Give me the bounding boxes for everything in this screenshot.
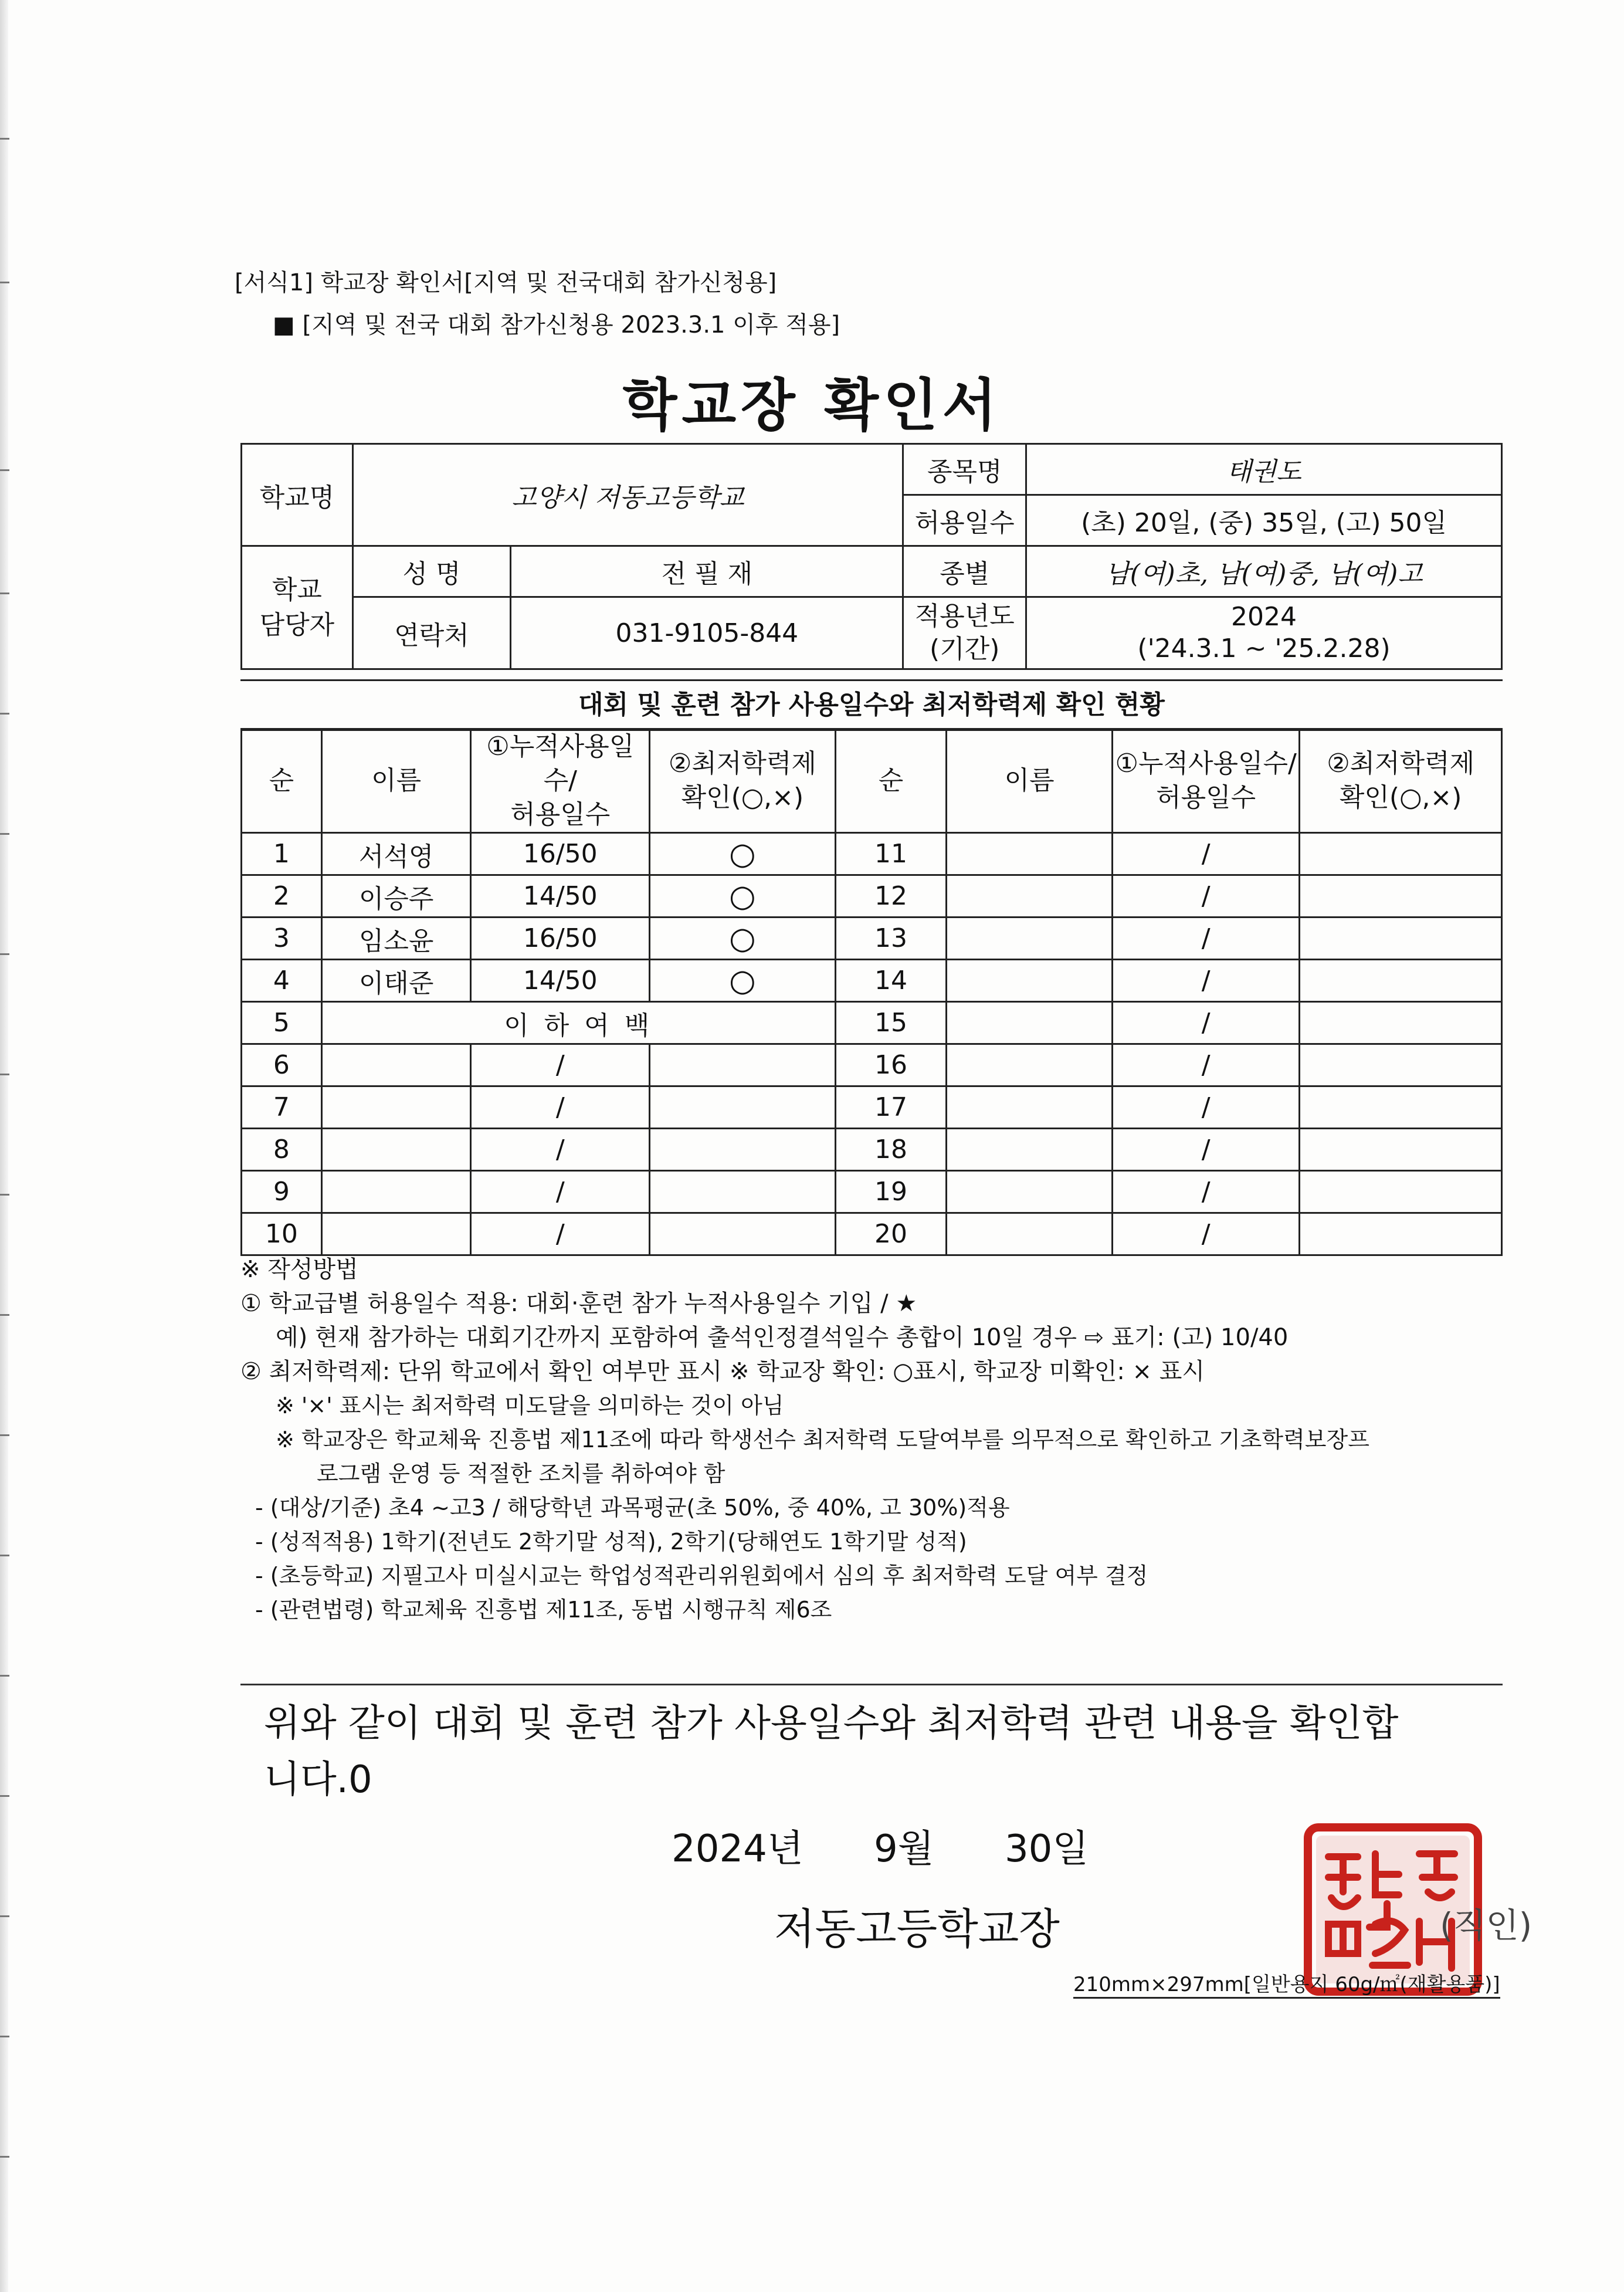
row-number: 4 bbox=[242, 960, 322, 1002]
margin-tick bbox=[0, 1194, 9, 1196]
academic-check bbox=[1300, 1002, 1502, 1044]
academic-check bbox=[1300, 1129, 1502, 1171]
student-name bbox=[947, 1002, 1113, 1044]
academic-check bbox=[650, 1129, 836, 1171]
applicability-text: [지역 및 전국 대회 참가신청용 2023.3.1 이후 적용] bbox=[302, 312, 840, 338]
margin-tick bbox=[0, 2036, 9, 2037]
academic-check: ○ bbox=[650, 875, 836, 918]
school-info-table bbox=[240, 443, 1503, 670]
table-row bbox=[242, 1213, 1502, 1255]
square-bullet-icon: ■ bbox=[273, 312, 295, 338]
used-days: / bbox=[1112, 1002, 1299, 1044]
applicability-line bbox=[273, 306, 840, 340]
scan-edge bbox=[0, 0, 8, 2292]
margin-tick bbox=[0, 713, 9, 715]
row-number: 15 bbox=[835, 1002, 947, 1044]
category-value: 남(여)초, 남(여)중, 남(여)고 bbox=[1026, 546, 1502, 597]
academic-check bbox=[1300, 1213, 1502, 1255]
note-1: ① 학교급별 허용일수 적용: 대회·훈련 참가 누적사용일수 기입 / ★ bbox=[240, 1290, 917, 1317]
applicable-year-label: 적용년도 (기간) bbox=[903, 597, 1026, 669]
detail-1: - (대상/기준) 초4 ~고3 / 해당학년 과목평균(초 50%, 중 40%, 고 30%)적용 bbox=[255, 1495, 1010, 1521]
student-name bbox=[947, 1086, 1113, 1129]
date-year: 2024년 bbox=[672, 1827, 803, 1871]
detail-3: - (초등학교) 지필고사 미실시교는 학업성적관리위원회에서 심의 후 최저학력 도달 여부 결정 bbox=[255, 1563, 1148, 1589]
student-name: 임소윤 bbox=[321, 918, 471, 960]
row-number: 16 bbox=[835, 1044, 947, 1086]
used-days: / bbox=[1112, 1044, 1299, 1086]
col-used-days-right: ①누적사용일수/ 허용일수 bbox=[1112, 729, 1299, 833]
student-name bbox=[947, 960, 1113, 1002]
col-used-days-left: ①누적사용일수/ 허용일수 bbox=[471, 729, 650, 833]
date-month: 9월 bbox=[874, 1827, 934, 1871]
used-days: 14/50 bbox=[471, 960, 650, 1002]
document-title: 학교장 확인서 bbox=[622, 373, 1002, 438]
col-name-left: 이름 bbox=[321, 729, 471, 833]
table-row bbox=[242, 1129, 1502, 1171]
sport-label: 종목명 bbox=[903, 444, 1026, 495]
official-seal-mark: (직인) bbox=[1440, 1905, 1533, 1945]
confirmation-statement bbox=[264, 1695, 1496, 1808]
note-2: ② 최저학력제: 단위 학교에서 확인 여부만 표시 ※ 학교장 확인: ○표시, 학교장 미확인: × 표시 bbox=[240, 1358, 1205, 1385]
margin-tick bbox=[0, 1314, 9, 1316]
date-day: 30일 bbox=[1004, 1827, 1089, 1871]
margin-tick bbox=[0, 1795, 9, 1797]
writing-instructions bbox=[240, 1252, 1519, 1627]
notes-heading: ※ 작성방법 bbox=[240, 1256, 358, 1283]
student-name bbox=[947, 1129, 1113, 1171]
student-name bbox=[947, 1213, 1113, 1255]
participation-status-table bbox=[240, 728, 1503, 1256]
manager-label: 학교 담당자 bbox=[242, 546, 353, 669]
applicable-year-value: 2024 bbox=[1231, 602, 1297, 632]
academic-check bbox=[650, 1086, 836, 1129]
category-label: 종별 bbox=[903, 546, 1026, 597]
row-number: 12 bbox=[835, 875, 947, 918]
issue-date bbox=[672, 1819, 1089, 1873]
row-number: 3 bbox=[242, 918, 322, 960]
academic-check bbox=[1300, 1044, 1502, 1086]
table-row bbox=[242, 960, 1502, 1002]
margin-tick bbox=[0, 282, 9, 283]
col-academic-left: ②최저학력제 확인(○,×) bbox=[650, 729, 836, 833]
student-name bbox=[947, 918, 1113, 960]
student-name bbox=[321, 1086, 471, 1129]
allowed-days-value: (초) 20일, (중) 35일, (고) 50일 bbox=[1026, 495, 1502, 546]
academic-check bbox=[1300, 833, 1502, 875]
table-header-row bbox=[242, 729, 1502, 833]
principal-title: 저동고등학교장 bbox=[774, 1904, 1060, 1954]
student-name bbox=[321, 1044, 471, 1086]
note-2-b-continued: 로그램 운영 등 적절한 조치를 취하여야 함 bbox=[317, 1461, 725, 1487]
student-name bbox=[947, 833, 1113, 875]
blank-below-note: 이 하 여 백 bbox=[321, 1002, 835, 1044]
status-caption: 대회 및 훈련 참가 사용일수와 최저학력제 확인 현황 bbox=[240, 679, 1503, 731]
row-number: 11 bbox=[835, 833, 947, 875]
margin-tick bbox=[0, 953, 9, 955]
used-days: / bbox=[1112, 960, 1299, 1002]
row-number: 6 bbox=[242, 1044, 322, 1086]
col-name-right: 이름 bbox=[947, 729, 1113, 833]
applicable-period-value: ('24.3.1 ~ '25.2.28) bbox=[1137, 634, 1391, 663]
confirmation-line-1: 위와 같이 대회 및 훈련 참가 사용일수와 최저학력 관련 내용을 확인합 bbox=[264, 1702, 1399, 1745]
paper-size-note: 210mm×297mm[일반용지 60g/㎡(재활용품)] bbox=[1073, 1968, 1500, 1999]
used-days: / bbox=[1112, 1213, 1299, 1255]
table-row bbox=[242, 875, 1502, 918]
table-row bbox=[242, 1002, 1502, 1044]
note-2-a: ※ '×' 표시는 최저학력 미도달을 의미하는 것이 아님 bbox=[276, 1393, 784, 1418]
margin-tick bbox=[0, 1074, 9, 1075]
manager-name-label: 성 명 bbox=[352, 546, 511, 597]
used-days: / bbox=[471, 1086, 650, 1129]
used-days: / bbox=[1112, 918, 1299, 960]
used-days: / bbox=[1112, 1086, 1299, 1129]
margin-tick bbox=[0, 593, 9, 594]
detail-2: - (성적적용) 1학기(전년도 2학기말 성적), 2학기(당해연도 1학기말 성적) bbox=[255, 1529, 967, 1555]
row-number: 19 bbox=[835, 1171, 947, 1213]
student-name bbox=[321, 1129, 471, 1171]
margin-tick bbox=[0, 1675, 9, 1677]
student-name bbox=[947, 1171, 1113, 1213]
margin-tick bbox=[0, 469, 9, 471]
row-number: 10 bbox=[242, 1213, 322, 1255]
academic-check bbox=[1300, 1086, 1502, 1129]
used-days: 16/50 bbox=[471, 833, 650, 875]
academic-check bbox=[650, 1044, 836, 1086]
margin-tick bbox=[0, 1915, 9, 1917]
table-row bbox=[242, 1171, 1502, 1213]
row-number: 8 bbox=[242, 1129, 322, 1171]
academic-check bbox=[1300, 960, 1502, 1002]
margin-tick bbox=[0, 1555, 9, 1556]
detail-4: - (관련법령) 학교체육 진흥법 제11조, 동법 시행규칙 제6조 bbox=[255, 1597, 832, 1623]
row-number: 9 bbox=[242, 1171, 322, 1213]
row-number: 5 bbox=[242, 1002, 322, 1044]
used-days: / bbox=[1112, 833, 1299, 875]
used-days: / bbox=[471, 1213, 650, 1255]
academic-check bbox=[650, 1213, 836, 1255]
school-name-value: 고양시 저동고등학교 bbox=[352, 444, 903, 546]
contact-value: 031-9105-844 bbox=[511, 597, 903, 669]
student-name bbox=[321, 1213, 471, 1255]
used-days: / bbox=[1112, 875, 1299, 918]
row-number: 2 bbox=[242, 875, 322, 918]
confirmation-line-2: 니다.0 bbox=[264, 1758, 372, 1802]
form-number-line: [서식1] 학교장 확인서[지역 및 전국대회 참가신청용] bbox=[235, 269, 777, 296]
used-days: 16/50 bbox=[471, 918, 650, 960]
table-row bbox=[242, 918, 1502, 960]
student-name bbox=[947, 875, 1113, 918]
contact-label: 연락처 bbox=[352, 597, 511, 669]
student-name: 서석영 bbox=[321, 833, 471, 875]
applicable-year-cell bbox=[1026, 597, 1502, 669]
academic-check: ○ bbox=[650, 833, 836, 875]
used-days: / bbox=[471, 1171, 650, 1213]
student-name bbox=[947, 1044, 1113, 1086]
academic-check: ○ bbox=[650, 918, 836, 960]
table-row bbox=[242, 1044, 1502, 1086]
row-number: 17 bbox=[835, 1086, 947, 1129]
col-no-left: 순 bbox=[242, 729, 322, 833]
academic-check bbox=[1300, 875, 1502, 918]
school-name-label: 학교명 bbox=[242, 444, 353, 546]
row-number: 20 bbox=[835, 1213, 947, 1255]
note-2-b: ※ 학교장은 학교체육 진흥법 제11조에 따라 학생선수 최저학력 도달여부를 의무적으로 확인하고 기초학력보장프 bbox=[276, 1427, 1369, 1453]
row-number: 13 bbox=[835, 918, 947, 960]
sport-value: 태권도 bbox=[1026, 444, 1502, 495]
allowed-days-label: 허용일수 bbox=[903, 495, 1026, 546]
used-days: / bbox=[471, 1044, 650, 1086]
margin-tick bbox=[0, 138, 9, 140]
used-days: / bbox=[1112, 1129, 1299, 1171]
note-1-example: 예) 현재 참가하는 대회기간까지 포함하여 출석인정결석일수 총합이 10일 경우 ⇨ 표기: (고) 10/40 bbox=[276, 1324, 1289, 1351]
table-row bbox=[242, 833, 1502, 875]
used-days: 14/50 bbox=[471, 875, 650, 918]
student-name bbox=[321, 1171, 471, 1213]
margin-tick bbox=[0, 1434, 9, 1436]
academic-check bbox=[1300, 918, 1502, 960]
col-no-right: 순 bbox=[835, 729, 947, 833]
manager-name-value: 전 필 재 bbox=[511, 546, 903, 597]
margin-tick bbox=[0, 833, 9, 835]
used-days: / bbox=[1112, 1171, 1299, 1213]
student-name: 이승주 bbox=[321, 875, 471, 918]
row-number: 14 bbox=[835, 960, 947, 1002]
margin-tick bbox=[0, 2156, 9, 2158]
divider bbox=[240, 1684, 1503, 1685]
academic-check: ○ bbox=[650, 960, 836, 1002]
academic-check bbox=[1300, 1171, 1502, 1213]
row-number: 1 bbox=[242, 833, 322, 875]
academic-check bbox=[650, 1171, 836, 1213]
col-academic-right: ②최저학력제 확인(○,×) bbox=[1300, 729, 1502, 833]
student-name: 이태준 bbox=[321, 960, 471, 1002]
row-number: 7 bbox=[242, 1086, 322, 1129]
table-row bbox=[242, 1086, 1502, 1129]
row-number: 18 bbox=[835, 1129, 947, 1171]
used-days: / bbox=[471, 1129, 650, 1171]
